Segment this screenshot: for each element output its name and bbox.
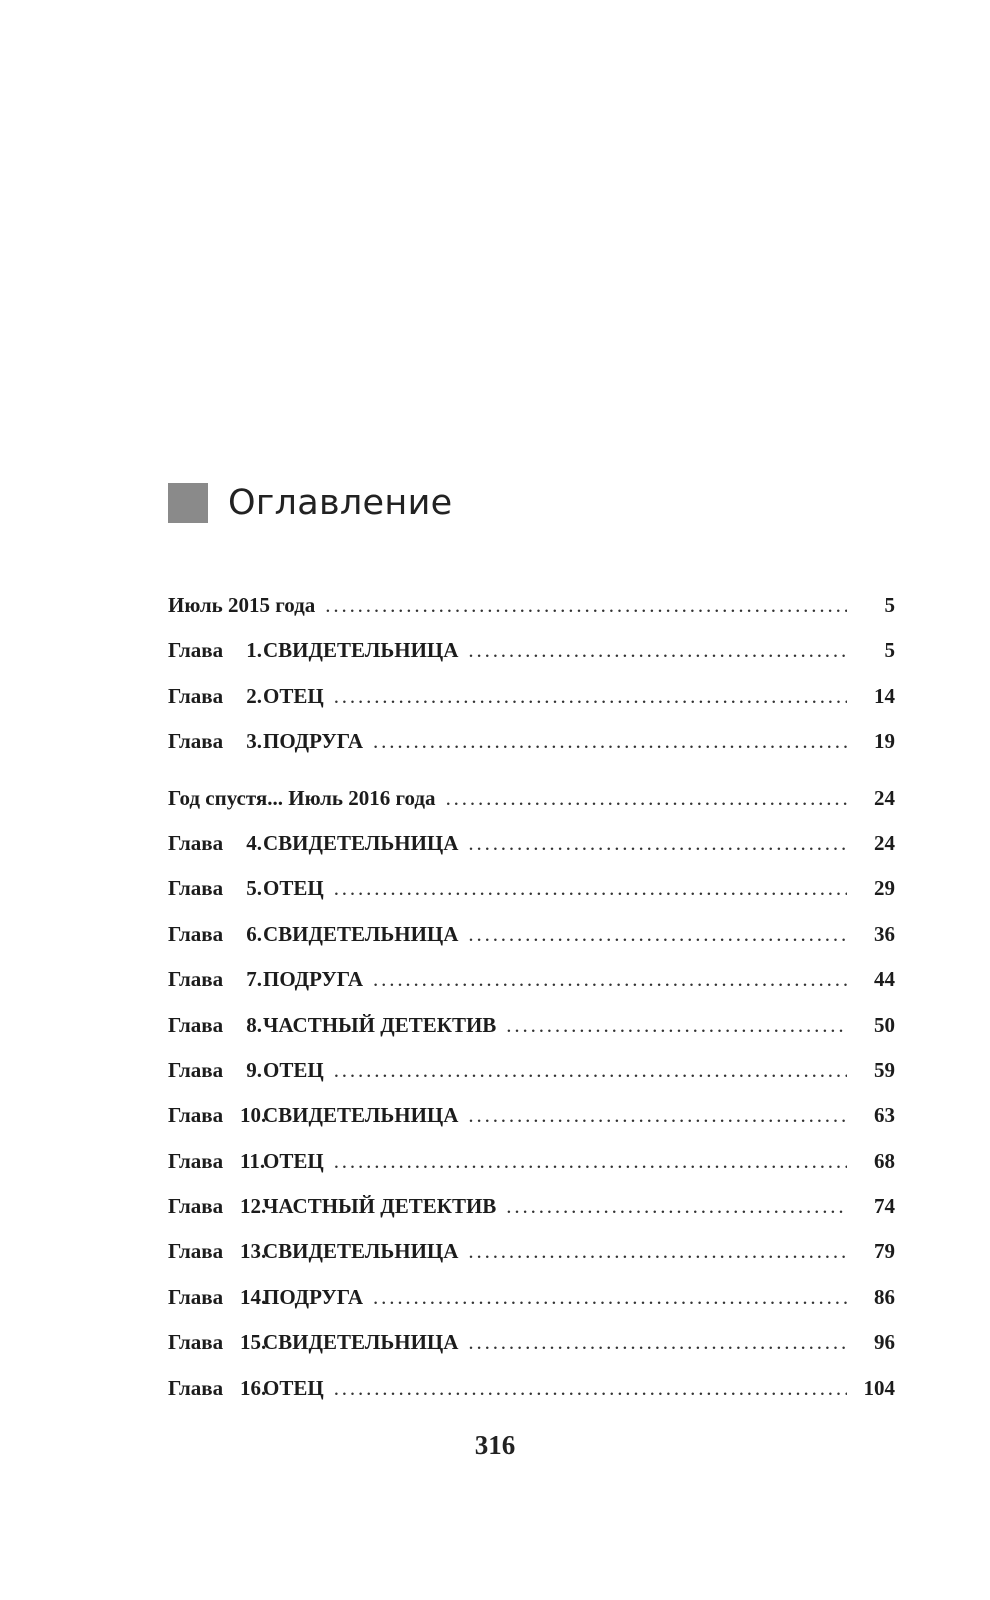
chapter-prefix: Глава (168, 1103, 224, 1128)
toc-chapter-14[interactable] (168, 1285, 895, 1330)
chapter-prefix: Глава (168, 1375, 224, 1400)
toc-page-number: 68 (874, 1148, 895, 1173)
chapter-title: ПОДРУГА (263, 729, 364, 754)
chapter-title: ОТЕЦ (263, 876, 324, 901)
toc-entry-label (168, 638, 458, 663)
chapter-title: ОТЕЦ (263, 1148, 324, 1173)
toc-chapter-5[interactable] (168, 876, 895, 921)
toc-page-number: 104 (863, 1375, 895, 1400)
chapter-prefix: Глава (168, 830, 224, 855)
toc-entry-label (168, 1013, 496, 1038)
chapter-number: 12. (240, 1194, 267, 1219)
chapter-prefix: Глава (168, 1284, 224, 1309)
toc-chapter-8[interactable] (168, 1013, 895, 1058)
toc-entry-label (168, 593, 315, 618)
dot-leader (373, 967, 847, 992)
chapter-prefix: Глава (168, 1012, 224, 1037)
dot-leader (334, 1058, 847, 1083)
toc-chapter-15[interactable] (168, 1330, 895, 1375)
toc-page-number: 86 (874, 1284, 895, 1309)
toc-part-july-2015[interactable] (168, 593, 895, 638)
toc-entry-label (168, 922, 458, 947)
toc-entry-label (168, 684, 324, 709)
toc-entry-label (168, 1103, 458, 1128)
toc-chapter-6[interactable] (168, 922, 895, 967)
dot-leader (334, 684, 847, 709)
toc-entry-label (168, 786, 436, 811)
toc-chapter-16[interactable] (168, 1376, 895, 1421)
toc-entry-label (168, 1194, 496, 1219)
chapter-number: 3. (246, 729, 262, 754)
dot-leader (446, 786, 847, 811)
chapter-number: 6. (246, 921, 262, 946)
dot-leader (373, 1285, 847, 1310)
dot-leader (373, 729, 847, 754)
chapter-prefix: Глава (168, 876, 224, 901)
toc-chapter-11[interactable] (168, 1149, 895, 1194)
chapter-title: ПОДРУГА (263, 1284, 364, 1309)
chapter-prefix: Глава (168, 921, 224, 946)
toc-entry-label (168, 1285, 363, 1310)
table-of-contents (168, 593, 895, 1421)
dot-leader (325, 593, 847, 618)
chapter-number: 16. (240, 1375, 267, 1400)
chapter-title: ОТЕЦ (263, 683, 324, 708)
dot-leader (506, 1013, 847, 1038)
toc-entry-label (168, 1058, 324, 1083)
toc-page-number: 5 (884, 593, 895, 617)
dot-leader (468, 831, 847, 856)
toc-page-number: 59 (874, 1057, 895, 1082)
chapter-number: 5. (246, 876, 262, 901)
page-number: 316 (474, 1430, 516, 1460)
dot-leader (334, 876, 847, 901)
toc-entry-label (168, 831, 458, 856)
toc-entry-label (168, 1330, 458, 1355)
chapter-number: 14. (240, 1284, 267, 1309)
dot-leader (468, 1239, 847, 1264)
toc-chapter-2[interactable] (168, 684, 895, 729)
toc-chapter-3[interactable] (168, 729, 895, 774)
toc-heading (168, 482, 452, 524)
chapter-prefix: Глава (168, 1148, 224, 1173)
chapter-title: СВИДЕТЕЛЬНИЦА (263, 921, 459, 946)
chapter-prefix: Глава (168, 1330, 224, 1355)
toc-page-number: 50 (874, 1012, 895, 1037)
chapter-number: 7. (246, 967, 262, 992)
chapter-title: СВИДЕТЕЛЬНИЦА (263, 830, 459, 855)
chapter-number: 13. (240, 1239, 267, 1264)
page-title: Оглавление (228, 482, 453, 523)
toc-page-number: 44 (874, 967, 895, 992)
toc-page-number: 24 (874, 830, 895, 855)
toc-page-number: 5 (884, 638, 895, 663)
chapter-prefix: Глава (168, 967, 224, 992)
chapter-title: ОТЕЦ (263, 1057, 324, 1082)
toc-chapter-10[interactable] (168, 1103, 895, 1148)
toc-chapter-4[interactable] (168, 831, 895, 876)
toc-chapter-1[interactable] (168, 638, 895, 683)
toc-chapter-9[interactable] (168, 1058, 895, 1103)
dot-leader (506, 1194, 847, 1219)
toc-chapter-12[interactable] (168, 1194, 895, 1239)
toc-entry-label (168, 967, 363, 992)
dot-leader (334, 1149, 847, 1174)
chapter-prefix: Глава (168, 683, 224, 708)
toc-page-number: 19 (874, 729, 895, 754)
toc-page-number: 29 (874, 876, 895, 901)
toc-entry-label (168, 1376, 324, 1401)
toc-entry-label (168, 729, 363, 754)
chapter-title: ПОДРУГА (263, 967, 364, 992)
chapter-prefix: Глава (168, 729, 224, 754)
dot-leader (334, 1376, 847, 1401)
toc-page-number: 63 (874, 1103, 895, 1128)
chapter-title: СВИДЕТЕЛЬНИЦА (263, 1330, 459, 1355)
chapter-number: 2. (246, 683, 262, 708)
toc-entry-label (168, 876, 324, 901)
toc-page-number: 14 (874, 683, 895, 708)
chapter-title: ЧАСТНЫЙ ДЕТЕКТИВ (263, 1012, 497, 1037)
toc-page-number: 74 (874, 1194, 895, 1219)
chapter-prefix: Глава (168, 1239, 224, 1264)
toc-page-number: 79 (874, 1239, 895, 1264)
dot-leader (468, 638, 847, 663)
chapter-title: ЧАСТНЫЙ ДЕТЕКТИВ (263, 1194, 497, 1219)
chapter-number: 11. (240, 1148, 266, 1173)
chapter-number: 15. (240, 1330, 267, 1355)
chapter-number: 8. (246, 1012, 262, 1037)
toc-chapter-13[interactable] (168, 1239, 895, 1284)
chapter-title: СВИДЕТЕЛЬНИЦА (263, 638, 459, 663)
chapter-number: 9. (246, 1057, 262, 1082)
toc-page-number: 36 (874, 921, 895, 946)
dot-leader (468, 1103, 847, 1128)
chapter-prefix: Глава (168, 638, 224, 663)
chapter-prefix: Глава (168, 1194, 224, 1219)
toc-part-july-2016[interactable] (168, 786, 895, 831)
toc-part-label: Год спустя... Июль 2016 года (168, 785, 436, 810)
dot-leader (468, 1330, 847, 1355)
chapter-title: СВИДЕТЕЛЬНИЦА (263, 1103, 459, 1128)
chapter-number: 1. (246, 638, 262, 663)
dot-leader (468, 922, 847, 947)
toc-part-label: Июль 2015 года (168, 593, 316, 617)
chapter-title: ОТЕЦ (263, 1375, 324, 1400)
toc-entry-label (168, 1239, 458, 1264)
chapter-title: СВИДЕТЕЛЬНИЦА (263, 1239, 459, 1264)
heading-square-icon (168, 483, 208, 523)
chapter-number: 4. (246, 830, 262, 855)
toc-page-number: 24 (874, 785, 895, 810)
chapter-number: 10. (240, 1103, 267, 1128)
toc-entry-label (168, 1149, 324, 1174)
toc-chapter-7[interactable] (168, 967, 895, 1012)
chapter-prefix: Глава (168, 1057, 224, 1082)
toc-page-number: 96 (874, 1330, 895, 1355)
